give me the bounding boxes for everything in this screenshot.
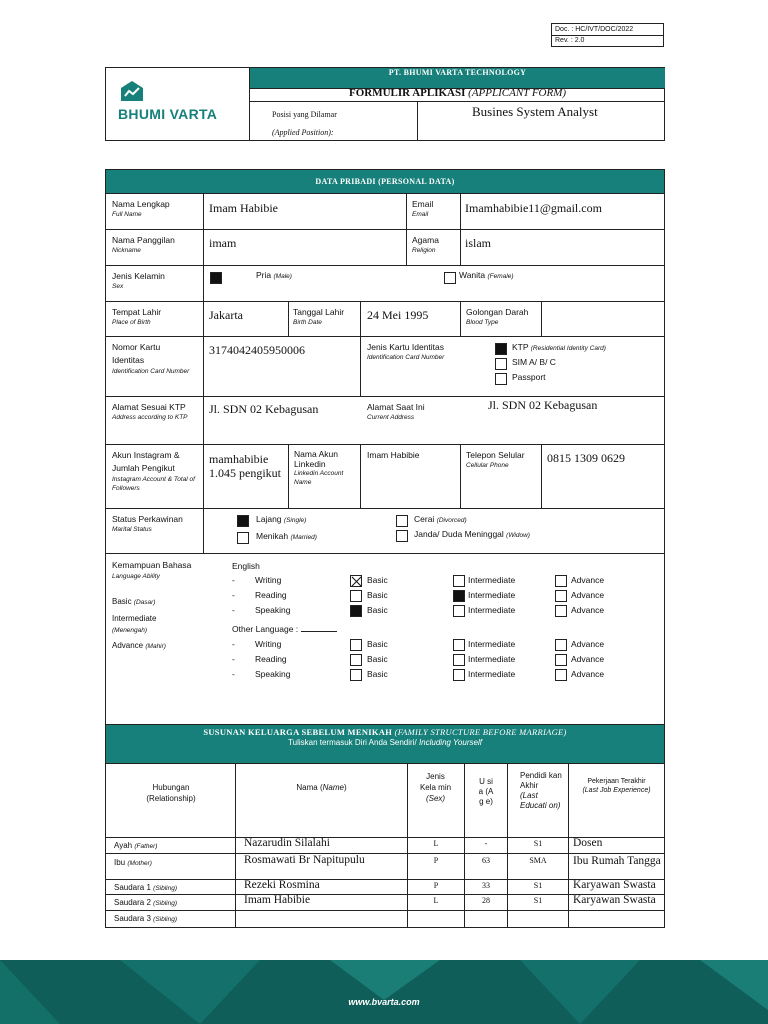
english-reading-basic-checkbox[interactable] <box>350 590 362 602</box>
blood-type-label: Golongan Darah <box>466 307 529 317</box>
company-name: PT. BHUMI VARTA TECHNOLOGY <box>250 68 665 88</box>
doc-revision: Rev. : 2.0 <box>555 37 585 44</box>
family-section-title: SUSUNAN KELUARGA SEBELUM MENIKAH (FAMILY STRUCTURE BEFORE MARRIAGE) Tuliskan termasuk Diri Anda Sendiri/ Including Yourself <box>106 725 664 763</box>
other-speaking-basic-checkbox[interactable] <box>350 669 362 681</box>
other-reading-advance-checkbox[interactable] <box>555 654 567 666</box>
full-name-value: Imam Habibie <box>209 201 278 215</box>
current-address-value: Jl. SDN 02 Kebagusan <box>488 398 598 412</box>
sim-label: SIM A/ B/ C <box>512 357 556 367</box>
english-speaking-label: Speaking <box>255 605 291 615</box>
instagram-value: mamhabibie 1.045 pengikut <box>209 452 281 480</box>
ktp-address-value: Jl. SDN 02 Kebagusan <box>209 402 319 416</box>
english-writing-label: Writing <box>255 575 282 585</box>
position-label: Posisi yang Dilamar <box>272 110 337 119</box>
other-language-label: Other Language : <box>232 623 337 635</box>
language-label: Kemampuan Bahasa <box>112 560 192 570</box>
other-writing-label: Writing <box>255 639 282 649</box>
other-reading-label: Reading <box>255 654 287 664</box>
bhumi-varta-logo-icon <box>119 79 145 105</box>
email-value: Imamhabibie11@gmail.com <box>465 201 602 215</box>
id-number-label: Nomor Kartu Identitas <box>112 342 161 365</box>
footer-url[interactable]: www.bvarta.com <box>348 997 420 1007</box>
form-title: FORMULIR APLIKASI (APPLICANT FORM) <box>348 87 567 99</box>
linkedin-value: Imam Habibie <box>367 450 420 460</box>
single-label: Lajang (Single) <box>256 514 307 524</box>
married-checkbox[interactable] <box>237 532 249 544</box>
id-number-value: 3174042405950006 <box>209 343 305 357</box>
english-writing-basic-checkbox[interactable] <box>350 575 362 587</box>
passport-checkbox[interactable] <box>495 373 507 385</box>
current-address-label: Alamat Saat Ini <box>367 402 425 412</box>
brand-logo <box>116 78 246 128</box>
ktp-label: KTP (Residential Identity Card) <box>512 342 606 352</box>
legend-intermediate: Intermediate (Menengah) <box>112 614 157 634</box>
other-writing-advance-checkbox[interactable] <box>555 639 567 651</box>
other-reading-basic-checkbox[interactable] <box>350 654 362 666</box>
phone-value: 0815 1309 0629 <box>547 451 625 465</box>
male-checkbox[interactable] <box>210 272 222 284</box>
header-job: Pekerjaan Terakhir (Last Job Experience) <box>582 778 651 794</box>
phone-label: Telepon Selular <box>466 450 525 460</box>
single-checkbox[interactable] <box>237 515 249 527</box>
english-speaking-advance-checkbox[interactable] <box>555 605 567 617</box>
birth-place-label: Tempat Lahir <box>112 307 162 317</box>
family-structure-section: SUSUNAN KELUARGA SEBELUM MENIKAH (FAMILY STRUCTURE BEFORE MARRIAGE) Tuliskan termasuk Diri Anda Sendiri/ Including Yourself Hubungan (Relationship) Nama (Name) Jenis Kela min (Sex) U si a (A g e) Pendidi kan Akhir (Last Educati on) Pekerjaan Terakhir (Last Job Experience) Ayah (Father) Nazarudin Silalahi L - S1 Dosen Ibu (Mother) Rosmawati Br Napitupulu P 63 SMA Ibu Rumah Tangga Saudara 1 (Sibling) Rezeki Rosmina P 33 S1 Karyawan Swasta Saudara 2 (Sibling) Imam Habibie L 28 S1 Karyawan Swasta Saudara 3 (Sibling) <box>105 724 665 928</box>
header-age: U si a (A g e) <box>478 777 494 806</box>
position-label-en: (Applied Position): <box>272 128 334 137</box>
sim-checkbox[interactable] <box>495 358 507 370</box>
english-writing-advance-checkbox[interactable] <box>555 575 567 587</box>
header-education: Pendidi kan Akhir (Last Educati on) <box>520 771 562 810</box>
nickname-value: imam <box>209 236 237 250</box>
religion-value: islam <box>465 236 491 250</box>
female-checkbox[interactable] <box>444 272 456 284</box>
english-speaking-intermediate-checkbox[interactable] <box>453 605 465 617</box>
birth-date-value: 24 Mei 1995 <box>367 308 429 322</box>
other-speaking-advance-checkbox[interactable] <box>555 669 567 681</box>
widow-checkbox[interactable] <box>396 530 408 542</box>
religion-label: Agama <box>412 235 439 245</box>
instagram-label: Akun Instagram & Jumlah Pengikut <box>112 450 180 473</box>
id-type-label: Jenis Kartu Identitas <box>367 342 445 352</box>
other-writing-basic-checkbox[interactable] <box>350 639 362 651</box>
header-relationship: Hubungan (Relationship) <box>146 783 196 803</box>
other-reading-intermediate-checkbox[interactable] <box>453 654 465 666</box>
full-name-label: Nama Lengkap <box>112 199 170 209</box>
legend-advance: Advance (Mahir) <box>112 641 166 650</box>
position-value: Busines System Analyst <box>472 104 598 119</box>
marital-label: Status Perkawinan <box>112 514 183 524</box>
birth-place-value: Jakarta <box>209 308 243 322</box>
birth-date-label: Tanggal Lahir <box>293 307 345 317</box>
personal-data-section: DATA PRIBADI (PERSONAL DATA) Nama Lengkap Full Name Imam Habibie Email Email Imamhabibie11@gmail.com Nama Panggilan Nickname imam Agama Religion islam Jenis Kelamin Sex Pria (Male) Wanita (Female) Tempat Lahir Place of Birth Jakarta Tanggal Lahir Birth Date 24 Mei 1995 Golongan Darah Blood Type Nomor Kartu Identitas Identification Card Number 3174042405950006 Jenis Kartu Identitas Identification Card Number KTP (Residential Identity Card) SIM A/ B/ C Passport Alamat Sesuai KTP Address according to KTP Jl. SDN 02 Kebagusan Alamat Saat Ini Current Address Jl. SDN 02 Kebagusan Akun Instagram & Jumlah Pengikut Instagram Account & Total of Followers mamhabibie 1.045 pengikut Nama Akun Linkedin Linkedin Account Name Imam Habibie Telepon Selular Cellular Phone 0815 1309 0629 Status Perkawinan Marital Status Lajang (Single) Menikah (Married) Cerai (Divorced) Janda/ Duda Meninggal (Widow) Kemampuan Bahasa Language Ability Basic (Dasar) Intermediate (Menengah) Advance (Mahir) English Other Language : - Writing Basic Intermediate Advance - Reading Basic Intermediate Advance - Speaking Basic Intermediate Advance - Writing Basic Intermediate Advance - Reading Basic Intermediate Advance - Speaking Basic Intermediate Advance <box>105 169 665 733</box>
male-label: Pria (Male) <box>256 270 292 280</box>
header-name: Nama (Name) <box>296 783 347 792</box>
english-label: English <box>232 561 260 571</box>
other-speaking-label: Speaking <box>255 669 291 679</box>
doc-number: Doc. : HC/IVT/DOC/2022 <box>555 26 634 33</box>
english-speaking-basic-checkbox[interactable] <box>350 605 362 617</box>
nickname-label: Nama Panggilan <box>112 235 175 245</box>
english-reading-label: Reading <box>255 590 287 600</box>
legend-basic: Basic (Dasar) <box>112 597 156 606</box>
passport-label: Passport <box>512 372 546 382</box>
widow-label: Janda/ Duda Meninggal (Widow) <box>414 529 530 539</box>
header-sex: Jenis Kela min (Sex) <box>419 772 452 803</box>
email-label: Email <box>412 199 434 209</box>
ktp-checkbox[interactable] <box>495 343 507 355</box>
form-header <box>105 67 665 141</box>
divorced-label: Cerai (Divorced) <box>414 514 467 524</box>
personal-section-title: DATA PRIBADI (PERSONAL DATA) <box>106 170 664 193</box>
footer-pattern <box>0 960 768 1024</box>
family-note: Tuliskan termasuk Diri Anda Sendiri/ Including Yourself <box>288 738 482 747</box>
linkedin-label: Nama Akun Linkedin <box>294 449 338 469</box>
sex-label: Jenis Kelamin <box>112 271 165 281</box>
other-writing-intermediate-checkbox[interactable] <box>453 639 465 651</box>
english-writing-intermediate-checkbox[interactable] <box>453 575 465 587</box>
married-label: Menikah (Married) <box>256 531 317 541</box>
divorced-checkbox[interactable] <box>396 515 408 527</box>
brand-name: BHUMI VARTA <box>118 106 218 122</box>
english-reading-intermediate-checkbox[interactable] <box>453 590 465 602</box>
english-reading-advance-checkbox[interactable] <box>555 590 567 602</box>
other-speaking-intermediate-checkbox[interactable] <box>453 669 465 681</box>
female-label: Wanita (Female) <box>459 270 514 280</box>
ktp-address-label: Alamat Sesuai KTP <box>112 402 186 412</box>
footer-band <box>0 960 768 1024</box>
doc-info-box <box>551 23 664 47</box>
